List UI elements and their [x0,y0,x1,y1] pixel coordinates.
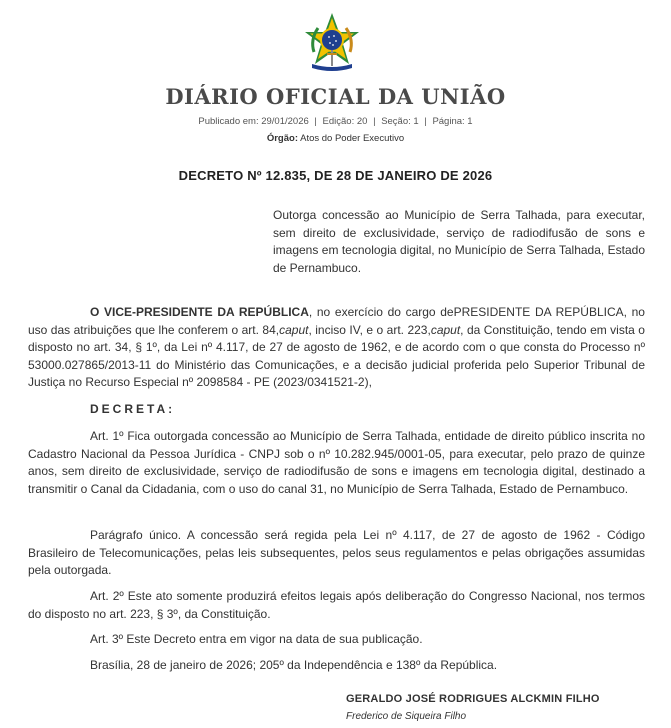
preamble-text-2: , inciso IV, e o art. 223, [308,322,431,337]
section-number: Seção: 1 [381,116,419,127]
orgao-value: Atos do Poder Executivo [300,133,405,144]
orgao-label: Órgão: [266,133,298,144]
article-1: Art. 1º Fica outorgada concessão ao Município de Serra Talhada, entidade de direito público inscrita no Cadastro Nacional da Pessoa Jurídica - CNPJ sob o nº 10.282.945/0001-05, para executar, pelo prazo de quinze anos, sem direito de exclusividade, serviço de radiodifusão de sons e imagens em tecnologia digital, destinado a transmitir o Canal da Cidadania, com o uso do canal 31, no Município de Serra Talhada, Estado de Pernambuco. [28,429,645,496]
orgao-line [0,133,671,144]
preamble-text-3: , da Constituição, tendo em vista o disposto no art. 34, § 1º, da Lei nº 4.117, de 27 de agosto de 1962, e de acordo com o que consta do Processo nº 53000.027865/2013-11 do Ministério das Comunicações, e a decisão judicial proferida pelo Superior Tribunal de Justiça no Recurso Especial nº 2098584 - PE (2023/0341521-2), [28,322,645,389]
paragraph-unico: Parágrafo único. A concessão será regida pela Lei nº 4.117, de 27 de agosto de 1962 - Código Brasileiro de Telecomunicações, pelas leis subsequentes, pelos seus regulamentos e pelas obrigações assumidas pela outorgada. [28,528,645,577]
article-3: Art. 3º Este Decreto entra em vigor na data de sua publicação. [90,632,423,646]
article-2: Art. 2º Este ato somente produzirá efeitos legais após deliberação do Congresso Nacional, nos termos do disposto no art. 223, § 3º, da Constituição. [28,589,645,621]
newspaper-title: DIÁRIO OFICIAL DA UNIÃO [165,84,506,109]
preamble-paragraph [28,304,645,392]
published-date: Publicado em: 29/01/2026 [198,116,309,127]
decree-title: DECRETO Nº 12.835, DE 28 DE JANEIRO DE 2026 [178,168,493,183]
signature-name: GERALDO JOSÉ RODRIGUES ALCKMIN FILHO [346,693,600,705]
signature-minister: Frederico de Siqueira Filho [346,711,467,722]
edition-number: Edição: 20 [322,116,368,127]
meta-separator: | [314,116,317,127]
meta-separator: | [424,116,427,127]
preamble-text-1: , no exercício do cargo dePRESIDENTE DA REPÚBLICA, no uso das atribuições que lhe conferem o art. 84, [28,305,645,337]
decreta-heading: DECRETA: [90,402,176,416]
caput-term: caput [430,322,461,337]
publication-meta [0,116,671,127]
coat-of-arms-icon [302,12,362,72]
meta-separator: | [373,116,376,127]
vice-president-label: O VICE-PRESIDENTE DA REPÚBLICA [90,305,309,319]
location-date: Brasília, 28 de janeiro de 2026; 205º da Independência e 138º da República. [90,658,498,672]
page-number: Página: 1 [432,116,473,127]
decree-ementa: Outorga concessão ao Município de Serra Talhada, para executar, sem direito de exclusividade, serviço de radiodifusão de sons e imagens em tecnologia digital, no Município de Serra Talhada, Estado de Pernambuco. [273,208,645,275]
caput-term: caput [279,322,309,337]
